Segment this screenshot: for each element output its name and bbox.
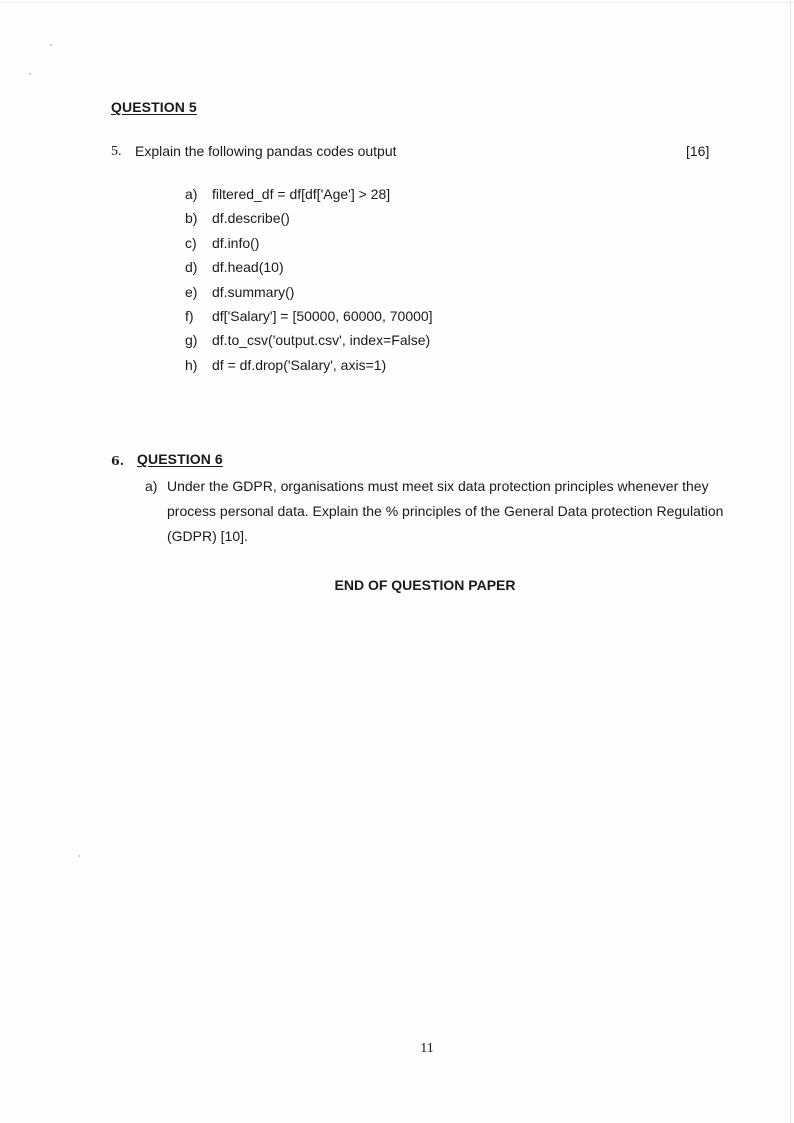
- item-letter: a): [185, 186, 198, 202]
- scan-edge-right: [790, 0, 791, 1123]
- question-6-heading: QUESTION 6: [137, 451, 223, 467]
- item-code: filtered_df = df[df['Age'] > 28]: [212, 186, 391, 202]
- question-5-prompt: Explain the following pandas codes output: [135, 143, 397, 159]
- page-number: 11: [420, 1041, 434, 1056]
- scan-edge-top: [0, 2, 794, 3]
- paragraph-line: Under the GDPR, organisations must meet six data protection principles whenever they: [167, 478, 709, 494]
- paragraph-line: process personal data. Explain the % principles of the General Data protection Regulation: [167, 503, 724, 519]
- item-letter: d): [185, 259, 198, 276]
- item-letter: g): [185, 332, 198, 349]
- item-letter: e): [185, 283, 198, 300]
- question-6-number: 6.: [111, 453, 125, 468]
- question-5-marks: [16]: [686, 143, 710, 159]
- question-5-number: 5.: [111, 144, 122, 159]
- end-of-paper-text: END OF QUESTION PAPER: [334, 577, 516, 593]
- item-letter: h): [185, 356, 198, 373]
- item-letter: c): [185, 234, 197, 251]
- question-6-paragraph: [167, 474, 742, 549]
- item-code: df = df.drop('Salary', axis=1): [212, 356, 387, 373]
- scan-speck: [50, 44, 52, 46]
- item-code: df['Salary'] = [50000, 60000, 70000]: [212, 307, 433, 324]
- scan-speck: [29, 73, 31, 75]
- item-letter: f): [185, 307, 194, 324]
- item-code: df.head(10): [212, 259, 284, 276]
- item-code: df.describe(): [212, 210, 290, 227]
- item-code: df.info(): [212, 234, 260, 251]
- item-code: df.summary(): [212, 283, 295, 300]
- item-code: df.to_csv('output.csv', index=False): [212, 332, 431, 349]
- item-letter: b): [185, 210, 198, 227]
- item-letter: a): [145, 478, 158, 494]
- question-5-heading: QUESTION 5: [111, 99, 197, 115]
- scan-speck: [78, 855, 80, 857]
- paragraph-line: (GDPR) [10].: [167, 528, 248, 544]
